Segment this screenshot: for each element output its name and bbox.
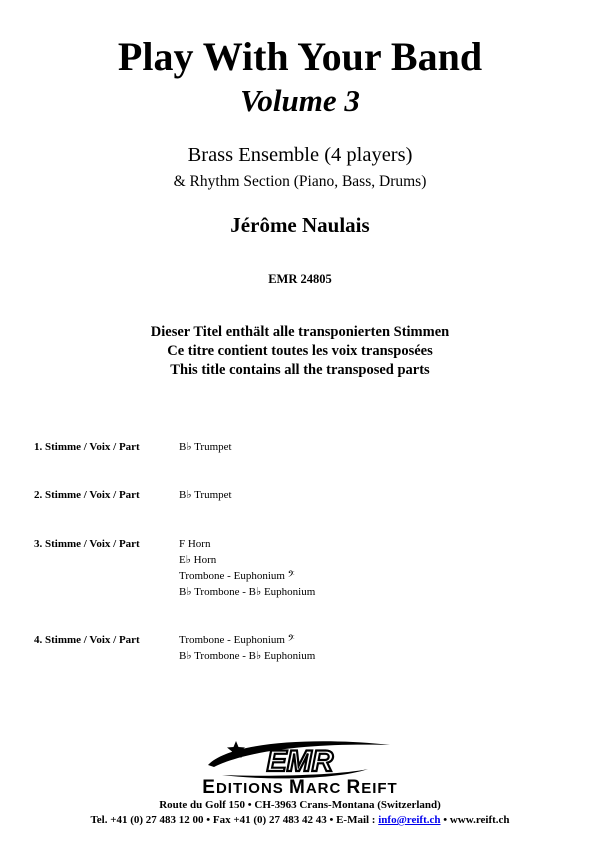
volume-subtitle: Volume 3	[240, 83, 360, 118]
logo-text: EMR	[266, 745, 334, 778]
publisher-contact	[0, 813, 600, 827]
publisher-address: Route du Golf 150 • CH-3963 Crans-Montana (Switzerland)	[159, 799, 441, 811]
part-4-instrument-1: Trombone - Euphonium 𝄢	[179, 634, 295, 646]
part-3-instrument-1: F Horn	[179, 538, 211, 550]
part-3-instrument-2: E♭ Horn	[179, 554, 217, 566]
brand-arc: ARC	[305, 780, 347, 797]
brand-initial-m: M	[288, 777, 306, 798]
brand-ditions: DITIONS	[215, 780, 289, 797]
publisher-brand	[0, 779, 600, 798]
part-1-instrument-1: B♭ Trumpet	[179, 441, 232, 453]
brand-initial-e: E	[202, 777, 216, 798]
part-4-instrument-2: B♭ Trombone - B♭ Euphonium	[179, 650, 316, 662]
part-3-label: 3. Stimme / Voix / Part	[34, 538, 140, 550]
catalog-number: EMR 24805	[268, 272, 332, 286]
part-3-instrument-3: Trombone - Euphonium 𝄢	[179, 570, 295, 582]
email-link[interactable]: info@reift.ch	[378, 814, 441, 826]
contact-phone-fax: Tel. +41 (0) 27 483 12 00 • Fax +41 (0) 27 483 42 43 • E-Mail :	[90, 814, 379, 826]
notice-german: Dieser Titel enthält alle transponierten Stimmen	[150, 324, 450, 340]
part-4-label: 4. Stimme / Voix / Part	[34, 634, 140, 646]
brand-eift: EIFT	[361, 780, 398, 797]
part-1-label: 1. Stimme / Voix / Part	[34, 441, 140, 453]
part-2-label: 2. Stimme / Voix / Part	[34, 489, 140, 501]
part-3-instrument-4: B♭ Trombone - B♭ Euphonium	[179, 586, 316, 598]
contact-website: • www.reift.ch	[440, 814, 510, 826]
composer-name: Jérôme Naulais	[230, 213, 370, 237]
part-2-instrument-1: B♭ Trumpet	[179, 489, 232, 501]
instrumentation: Brass Ensemble (4 players)	[187, 144, 413, 166]
page-title: Play With Your Band	[117, 34, 483, 79]
rhythm-section: & Rhythm Section (Piano, Bass, Drums)	[173, 173, 427, 190]
brand-initial-r: R	[346, 777, 362, 798]
notice-english: This title contains all the transposed parts	[170, 362, 430, 378]
emr-logo	[200, 735, 400, 781]
notice-french: Ce titre contient toutes les voix transposées	[167, 343, 433, 359]
